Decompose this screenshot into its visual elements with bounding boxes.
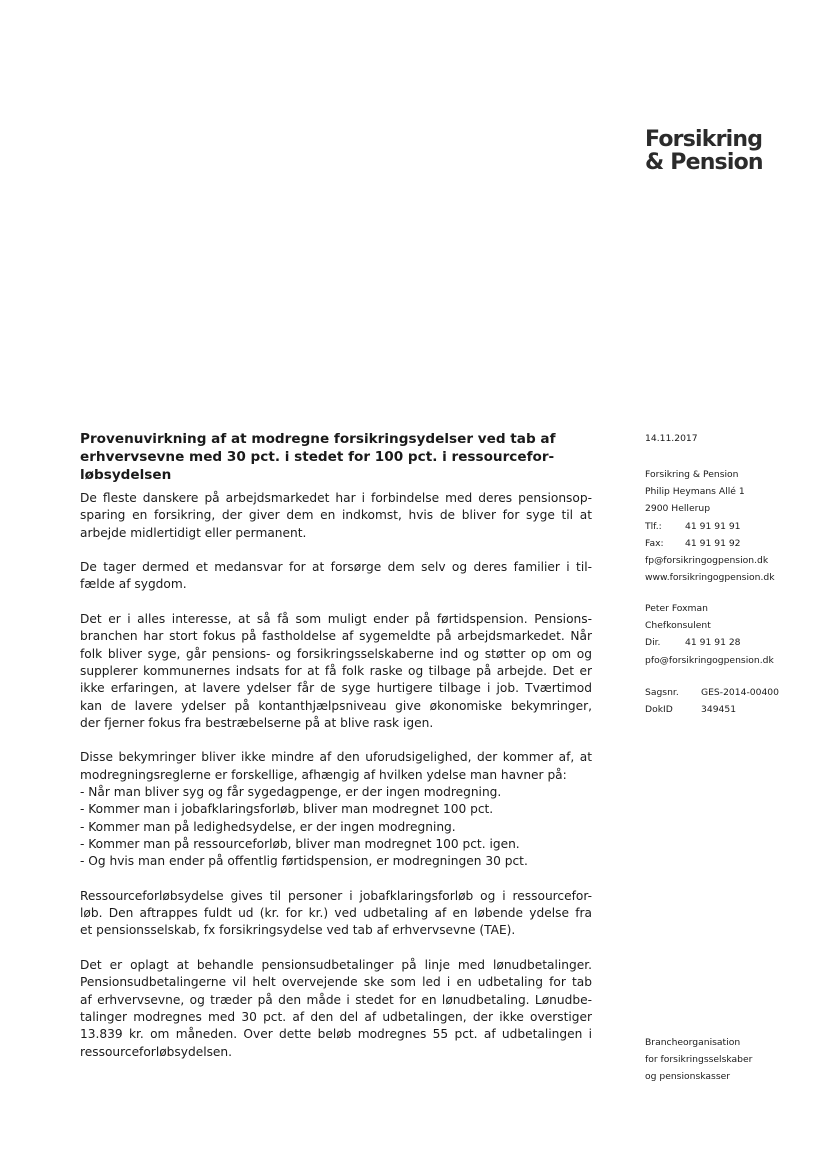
text-line: der fjerner fokus fra bestræbelserne på at blive rask igen. xyxy=(80,715,434,730)
case-number-label: Sagsnr. xyxy=(645,687,679,698)
text-line: Det er i alles interesse, at så få som muligt ender på førtidspension. Pensions- xyxy=(80,612,592,627)
contact-phone: 41 91 91 28 xyxy=(685,637,741,649)
text-line: folk bliver syge, går pensions- og forsikringsselskaberne ind og støtter op om og xyxy=(80,646,592,661)
paragraph-4 xyxy=(80,749,592,870)
paragraph-2 xyxy=(80,559,592,594)
document-date-block xyxy=(645,430,815,447)
logo-line-1: Forsikring xyxy=(645,127,763,152)
paragraph-6 xyxy=(80,957,592,1061)
text-line: modregningsreglerne er forskellige, afhængig af hvilken ydelse man havner på: xyxy=(80,767,567,782)
text-line: branchen har stort fokus på fastholdelse af sygemeldte på arbejdsmarkedet. Når xyxy=(80,629,592,644)
tagline-line: Brancheorganisation xyxy=(645,1037,741,1048)
document-title xyxy=(80,430,600,484)
text-line: løb. Den aftrappes fuldt ud (kr. for kr.) ved udbetaling af en løbende ydelse fra xyxy=(80,906,592,921)
document-references xyxy=(645,684,815,718)
text-line: De fleste danskere på arbejdsmarkedet har i forbindelse med deres pensionsop- xyxy=(80,491,592,505)
org-street: Philip Heymans Allé 1 xyxy=(645,486,745,498)
tagline-line: og pensionskasser xyxy=(645,1071,731,1083)
org-website: www.forsikringogpension.dk xyxy=(645,572,775,584)
contact-email: pfo@forsikringogpension.dk xyxy=(645,654,774,666)
title-line: løbsydelsen xyxy=(80,467,172,483)
case-number: GES-2014-00400 xyxy=(701,687,779,698)
text-line: ikke erfaringen, at lavere ydelser får de syge hurtigere tilbage i job. Tværtimod xyxy=(80,681,592,696)
doc-id: 349451 xyxy=(701,704,737,716)
paragraph-1 xyxy=(80,490,592,542)
case-number-row xyxy=(645,684,815,701)
text-line: af erhvervsevne, og træder på den måde i stedet for en lønudbetaling. Lønudbe- xyxy=(80,992,592,1007)
contact-role: Chefkonsulent xyxy=(645,620,711,632)
contact-person xyxy=(645,600,815,669)
text-line: et pensionsselskab, fx forsikringsydelse ved tab af erhvervsevne (TAE). xyxy=(80,923,516,938)
org-email: fp@forsikringogpension.dk xyxy=(645,555,769,567)
org-phone: 41 91 91 91 xyxy=(685,520,741,532)
title-line: erhvervsevne med 30 pct. i stedet for 100 pct. i ressourcefor- xyxy=(80,449,555,465)
document-body xyxy=(80,490,592,1078)
text-line: Pensionsudbetalingerne vil helt overvejende ske som led i en udbetaling for tab xyxy=(80,975,592,990)
list-item: - Kommer man i jobafklaringsforløb, bliver man modregnet 100 pct. xyxy=(80,802,494,817)
text-line: fælde af sygdom. xyxy=(80,577,187,592)
dir-label: Dir. xyxy=(645,637,661,649)
org-city: 2900 Hellerup xyxy=(645,503,711,515)
text-line: ressourceforløbsydelsen. xyxy=(80,1044,233,1059)
text-line: Ressourceforløbsydelse gives til personer i jobafklaringsforløb og i ressourcefor- xyxy=(80,888,592,903)
text-line: sparing en forsikring, der giver dem en indkomst, hvis de bliver for syge til at xyxy=(80,508,592,523)
organisation-address xyxy=(645,466,815,586)
contact-name: Peter Foxman xyxy=(645,603,708,614)
doc-id-row xyxy=(645,701,815,718)
text-line: 13.839 kr. om måneden. Over dette beløb modregnes 55 pct. af udbetalingen i xyxy=(80,1027,592,1042)
text-line: Disse bekymringer bliver ikke mindre af den uforudsigelighed, der kommer af, at xyxy=(80,750,592,765)
paragraph-5 xyxy=(80,888,592,940)
fax-label: Fax: xyxy=(645,537,664,549)
org-phone-row xyxy=(645,518,815,535)
text-line: arbejde midlertidigt eller permanent. xyxy=(80,525,307,540)
list-item: - Og hvis man ender på offentlig førtidspension, er modregningen 30 pct. xyxy=(80,854,528,869)
phone-label: Tlf.: xyxy=(645,520,662,532)
org-name: Forsikring & Pension xyxy=(645,469,739,480)
text-line: De tager dermed et medansvar for at forsørge dem selv og deres familier i til- xyxy=(80,560,592,575)
text-line: kan de lavere ydelser på kontanthjælpsniveau give økonomiske bekymringer, xyxy=(80,698,592,713)
text-line: supplerer kommunernes indsats for at få folk raske og tilbage på arbejde. Det er xyxy=(80,663,592,678)
org-fax-row xyxy=(645,535,815,552)
doc-id-label: DokID xyxy=(645,704,673,716)
list-item: - Kommer man på ressourceforløb, bliver man modregnet 100 pct. igen. xyxy=(80,836,520,851)
document-date: 14.11.2017 xyxy=(645,433,698,444)
tagline-line: for forsikringsselskaber xyxy=(645,1054,753,1066)
organisation-tagline xyxy=(645,1034,815,1086)
text-line: Det er oplagt at behandle pensionsudbetalinger på linje med lønudbetalinger. xyxy=(80,958,592,973)
org-fax: 41 91 91 92 xyxy=(685,537,741,549)
company-logo xyxy=(645,128,775,174)
list-item: - Når man bliver syg og får sygedagpenge, er der ingen modregning. xyxy=(80,785,502,800)
list-item: - Kommer man på ledighedsydelse, er der ingen modregning. xyxy=(80,819,456,834)
paragraph-3 xyxy=(80,611,592,732)
text-line: talinger modregnes med 30 pct. af den del af udbetalingen, der ikke overstiger xyxy=(80,1009,592,1024)
contact-phone-row xyxy=(645,634,815,651)
logo-line-2: & Pension xyxy=(645,150,763,175)
title-line: Provenuvirkning af at modregne forsikringsydelser ved tab af xyxy=(80,431,556,447)
